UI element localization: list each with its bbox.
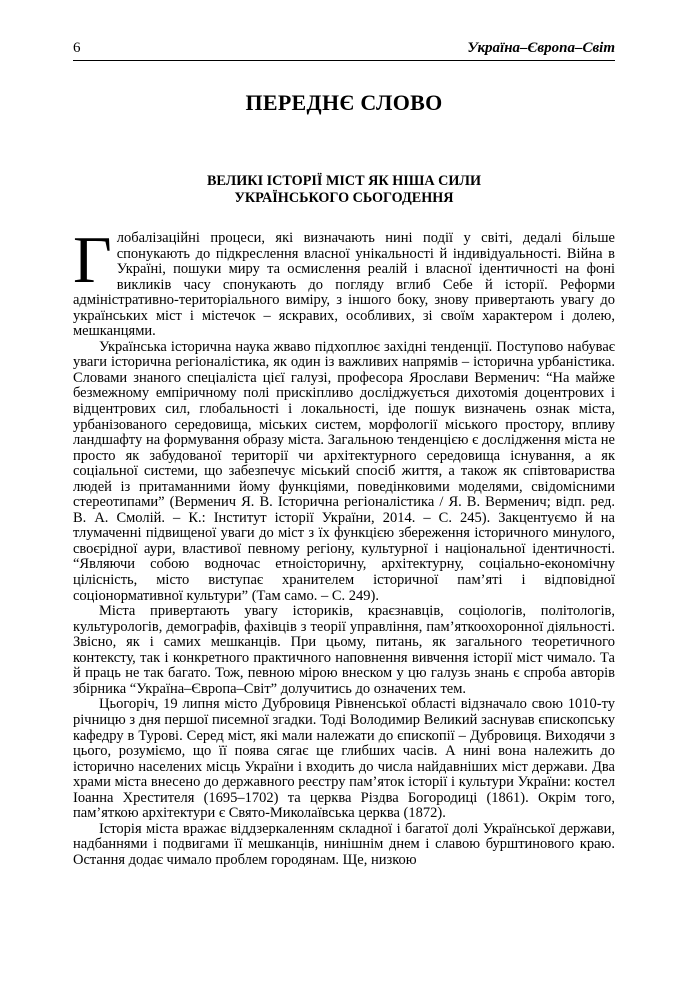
page-title: ПЕРЕДНЄ СЛОВО — [245, 90, 443, 115]
article-subtitle — [73, 173, 615, 207]
subtitle-line-1: ВЕЛИКІ ІСТОРІЇ МІСТ ЯК НІША СИЛИ — [206, 173, 482, 189]
paragraph-5: Історія міста вражає віддзеркаленням складної і багатої долі Української держави, надбаннями і подвигами її мешканців, нинішнім днем і славою бурштинового краю. Остання додає чимало проблем городянам. Ще, низкою — [73, 820, 615, 868]
journal-title: Україна–Європа–Світ — [467, 40, 615, 56]
paragraph-2: Українська історична наука жваво підхоплює західні тенденції. Поступово набуває уваги історична регіоналістика, як один із важливих напрямів – історична урбаністика. Словами знаного спеціаліста цієї галузі, професора Ярослави Верменич: “На майже безмежному емпіричному полі прискіпливо досліджується дихотомія доцентрових і відцентрових сил, глобальності і локальності, іде пошук визначень ознак міста, урбанізованого середовища, міських систем, морфології міського простору, впливу ландшафту на формування образу міста. Загальною тенденцією є дослідження міста не просто як забудованої території чи архітектурного середовища існування, а як соціальної системи, що забезпечує міський спосіб життя, а також як співтовариства людей із притаманними йому функціями, поведінковими моделями, свідомісними стереотипами” (Верменич Я. В. Історична регіоналістика / Я. В. Верменич; відп. ред. В. А. Смолій. – К.: Інститут історії України, 2014. – С. 245). Закцентуємо й на тлумаченні підвищеної уваги до міст з їх функцією збереження історичного минулого, своєрідної аури, властивої певному регіону, культурної і національної ідентичності. “Являючи собою водночас етноісторичну, архітектурну, соціально-економічну цілісність, місто виступає хранителем історичної пам’яті і відповідної соціонормативної культури” (Там само. – С. 249). — [73, 338, 615, 604]
subtitle-line-2: УКРАЇНСЬКОГО СЬОГОДЕННЯ — [234, 190, 454, 206]
paragraph-3: Міста привертають увагу істориків, краєзнавців, соціологів, політологів, культурологів, демографів, фахівців з теорії управління, пам’яткоохоронної діяльності. Звісно, як і самих мешканців. При цьому, питань, як загального теоретичного контексту, так і конкретного практичного наповнення вивчення історії міст чимало. Та й праць не так багато. Тож, певною мірою внеском у цю галузь знань є спроба авторів збірника “Україна–Європа–Світ” долучитись до означених тем. — [73, 603, 615, 697]
paragraph-4: Цьогоріч, 19 липня місто Дубровиця Рівненської області відзначало свою 1010-ту річницю з дня першої писемної згадки. Тоді Володимир Великий заснував єпископську кафедру в Турові. Серед міст, які мали належати до єпископії – Дубровиця. Виходячи з цього, розуміємо, що її поява сягає ще глибших часів. А нині вона належить до історично населених місць України і входить до числа найдавніших міст держави. Два храми міста внесено до державного реєстру пам’яток історії і культури України: костел Іоанна Хрестителя (1695–1702) та церква Різдва Богородиці (1861). Окрім того, пам’яткою архітектури є Свято-Миколаївська церква (1872). — [73, 696, 615, 822]
running-header — [73, 38, 615, 61]
article-body — [73, 223, 615, 868]
page — [73, 38, 615, 868]
paragraph-1 — [73, 223, 615, 340]
drop-cap: Г — [73, 223, 112, 297]
page-number: 6 — [73, 40, 81, 56]
paragraph-1-text: лобалізаційні процеси, які визначають нині події у світі, дедалі більше спонукають до підкреслення власної унікальності й індивідуальності. Війна в Україні, пошуки миру та осмислення реалій і власної ідентичності на фоні викликів часу спонукають до погляду вглиб Себе й історії. Реформи адміністративно-територіального виміру, з іншого боку, знову привертають увагу до українських міст і містечок – яскравих, особливих, зі своїм характером і долею, мешканцями. — [73, 230, 615, 340]
